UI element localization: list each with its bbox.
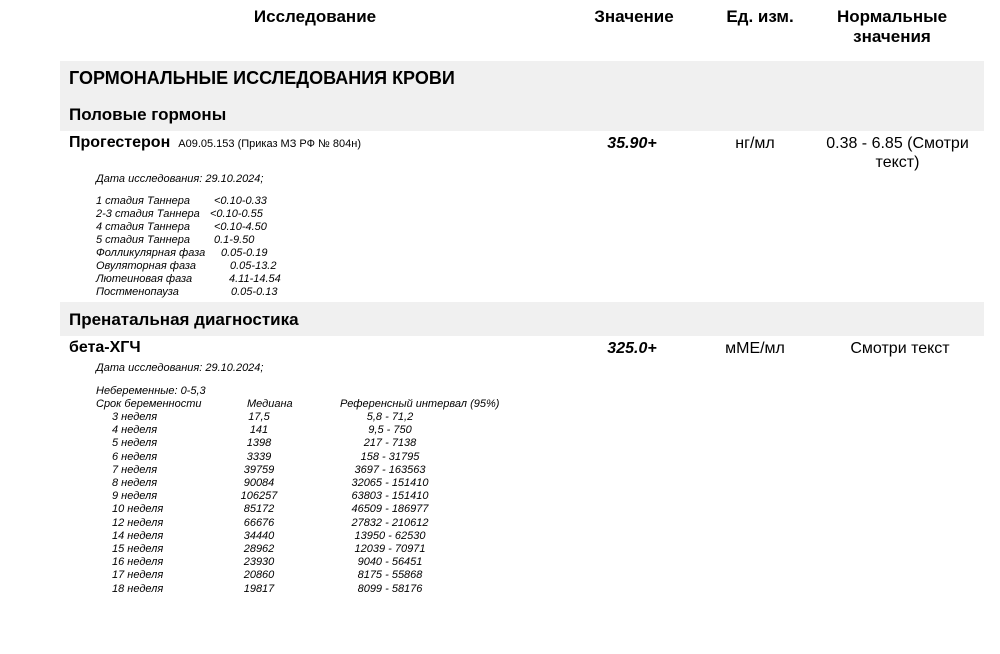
hcg-unit: мМЕ/мл <box>725 340 785 357</box>
hcg-row-ref: 27832 - 210612 <box>351 517 429 529</box>
hcg-row-week: 5 неделя <box>112 437 158 449</box>
hcg-row-median: 66676 <box>243 517 275 529</box>
hcg-row-median: 85172 <box>243 503 275 515</box>
hcg-row-week: 4 неделя <box>112 424 158 436</box>
column-header-value: Значение <box>594 7 674 26</box>
range-value: 4.11-14.54 <box>229 273 281 285</box>
hcg-date: Дата исследования: 29.10.2024; <box>96 362 264 374</box>
range-row <box>96 247 205 260</box>
hcg-row-median: 39759 <box>243 464 275 476</box>
range-row <box>96 195 190 208</box>
progesterone-unit: нг/мл <box>735 135 775 152</box>
hcg-col-term: Срок беременности <box>96 398 202 410</box>
progesterone-norm-line1: 0.38 - 6.85 (Смотри <box>826 135 969 152</box>
hcg-row-ref: 13950 - 62530 <box>354 530 426 542</box>
column-header-unit: Ед. изм. <box>726 7 794 26</box>
hcg-row-ref: 9,5 - 750 <box>368 424 412 436</box>
hcg-row-ref: 46509 - 186977 <box>351 503 429 515</box>
hcg-row-week: 3 неделя <box>112 411 158 423</box>
hcg-row-median: 19817 <box>243 583 275 595</box>
hcg-row-median: 17,5 <box>248 411 270 423</box>
section-title: ГОРМОНАЛЬНЫЕ ИССЛЕДОВАНИЯ КРОВИ <box>69 68 455 88</box>
range-value: 0.1-9.50 <box>214 234 255 246</box>
hcg-row-median: 90084 <box>243 477 275 489</box>
range-value: <0.10-4.50 <box>214 221 267 233</box>
column-header-study: Исследование <box>253 7 377 26</box>
hcg-row-median: 20860 <box>243 569 275 581</box>
subsection-title-sex-hormones: Половые гормоны <box>69 105 227 124</box>
range-row <box>96 221 190 234</box>
progesterone-date: Дата исследования: 29.10.2024; <box>96 173 264 185</box>
range-row <box>96 286 179 299</box>
range-label: 1 стадия Таннера <box>96 195 191 207</box>
hcg-value: 325.0+ <box>607 340 657 357</box>
progesterone-value: 35.90+ <box>607 135 657 152</box>
hcg-row-week: 10 неделя <box>112 503 164 515</box>
progesterone-norm-line2: текст) <box>875 154 920 171</box>
hcg-row-week: 17 неделя <box>112 569 164 581</box>
range-value: <0.10-0.55 <box>210 208 263 220</box>
hcg-row-median: 141 <box>249 424 269 436</box>
range-label: 2-3 стадия Таннера <box>96 208 200 220</box>
range-value: 0.05-0.13 <box>231 286 278 298</box>
hcg-row-ref: 158 - 31795 <box>360 451 420 463</box>
range-label: Овуляторная фаза <box>96 260 196 272</box>
range-row <box>96 208 200 221</box>
hcg-row-week: 18 неделя <box>112 583 164 595</box>
hcg-row-ref: 32065 - 151410 <box>351 477 429 489</box>
range-value: 0.05-0.19 <box>221 247 268 259</box>
progesterone-code: A09.05.153 (Приказ МЗ РФ № 804н) <box>178 138 362 150</box>
column-header-norm-line1: Нормальные <box>836 7 948 26</box>
hcg-row-ref: 63803 - 151410 <box>351 490 429 502</box>
hcg-row-ref: 3697 - 163563 <box>354 464 426 476</box>
range-row <box>96 273 192 286</box>
hcg-row-median: 1398 <box>246 437 272 449</box>
column-header-norm-line2: значения <box>853 27 931 46</box>
hcg-row-week: 8 неделя <box>112 477 158 489</box>
hcg-norm: Смотри текст <box>850 340 950 357</box>
hcg-col-median: Медиана <box>247 398 293 410</box>
hcg-row-week: 16 неделя <box>112 556 164 568</box>
progesterone-name: Прогестерон <box>69 134 171 151</box>
hcg-row-median: 106257 <box>240 490 278 502</box>
range-value: <0.10-0.33 <box>214 195 267 207</box>
hcg-row-ref: 9040 - 56451 <box>357 556 423 568</box>
column-header-norm <box>812 7 972 47</box>
hcg-row-ref: 217 - 7138 <box>363 437 417 449</box>
range-label: 4 стадия Таннера <box>96 221 191 233</box>
hcg-row-ref: 5,8 - 71,2 <box>366 411 414 423</box>
subsection-title-prenatal: Пренатальная диагностика <box>69 310 299 329</box>
hcg-row-week: 9 неделя <box>112 490 158 502</box>
range-value: 0.05-13.2 <box>230 260 277 272</box>
hcg-row-median: 28962 <box>243 543 275 555</box>
hcg-row-week: 7 неделя <box>112 464 158 476</box>
hcg-nonpregnant: Небеременные: 0-5,3 <box>96 385 206 397</box>
test-name-progesterone <box>69 134 361 152</box>
hcg-row-week: 6 неделя <box>112 451 158 463</box>
range-label: 5 стадия Таннера <box>96 234 191 246</box>
range-label: Лютеиновая фаза <box>96 273 193 285</box>
progesterone-norm <box>815 134 980 172</box>
test-name-hcg: бета-ХГЧ <box>69 339 141 356</box>
hcg-col-ref: Референсный интервал (95%) <box>340 398 500 410</box>
hcg-row-week: 14 неделя <box>112 530 164 542</box>
range-row <box>96 260 196 273</box>
hcg-row-week: 12 неделя <box>112 517 164 529</box>
hcg-row-ref: 8175 - 55868 <box>357 569 423 581</box>
hcg-row-median: 23930 <box>243 556 275 568</box>
range-label: Фолликулярная фаза <box>96 247 206 259</box>
hcg-row-ref: 8099 - 58176 <box>357 583 423 595</box>
range-label: Постменопауза <box>96 286 179 298</box>
hcg-row-median: 3339 <box>246 451 272 463</box>
hcg-row-ref: 12039 - 70971 <box>354 543 426 555</box>
hcg-row-week: 15 неделя <box>112 543 164 555</box>
range-row <box>96 234 190 247</box>
hcg-row-median: 34440 <box>243 530 275 542</box>
